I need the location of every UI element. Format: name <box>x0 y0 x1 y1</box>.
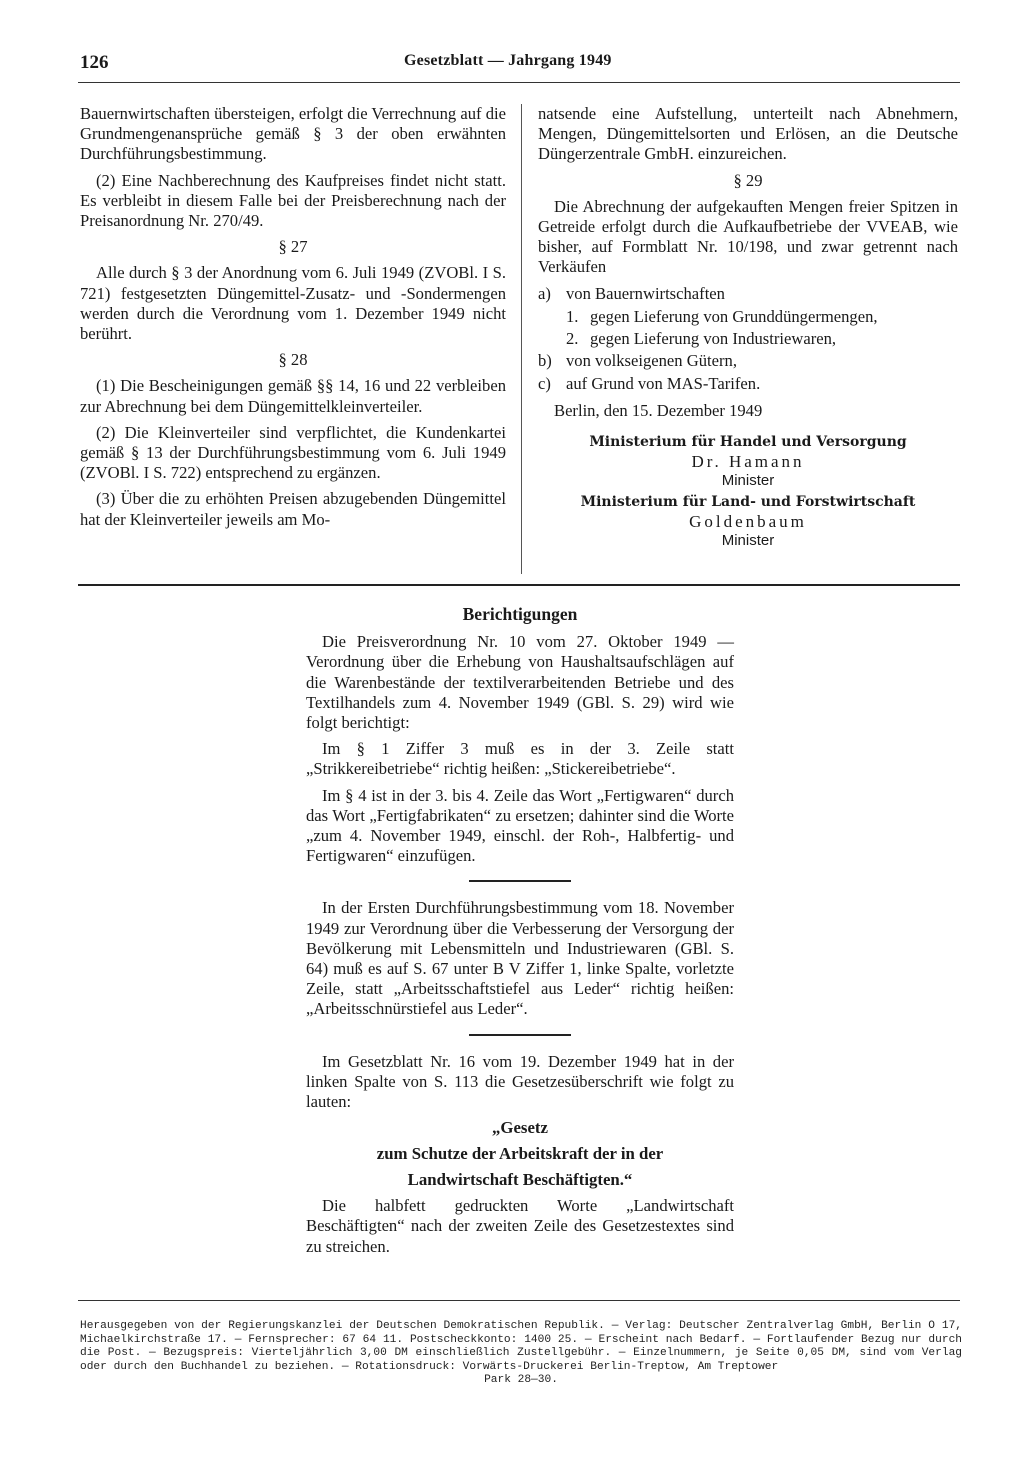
separator-rule <box>469 880 571 882</box>
paragraph: natsende eine Aufstellung, unterteilt nach Abnehmern, Mengen, Düngemittelsorten und Erlösen, an die Deutsche Düngerzentrale GmbH. einzureichen. <box>538 104 958 164</box>
left-column <box>80 104 506 536</box>
paragraph: Im § 4 ist in der 3. bis 4. Zeile das Wort „Fertigwaren“ durch das Wort „Fertigfabrikaten“ zu ersetzen; dahinter sind die Worte „zum 4. November 1949, einschl. der Roh-, Halbfertig- und Fertigwaren“ einzufügen. <box>306 785 734 866</box>
list-item <box>538 374 958 394</box>
law-title: Landwirtschaft Beschäftigten.“ <box>407 1170 633 1190</box>
section-heading-27: § 27 <box>278 237 308 257</box>
paragraph: Im Gesetzblatt Nr. 16 vom 19. Dezember 1949 hat in der linken Spalte von S. 113 die Gesetzesüberschrift wie folgt zu lauten: <box>306 1051 734 1112</box>
law-title: „Gesetz <box>492 1118 548 1138</box>
sub-list-item <box>538 329 958 349</box>
page-number: 126 <box>80 52 109 73</box>
signature-block <box>538 433 958 549</box>
imprint <box>80 1320 962 1388</box>
separator-rule <box>469 1034 571 1036</box>
paragraph: Im § 1 Ziffer 3 muß es in der 3. Zeile statt „Strikkereibetriebe“ richtig heißen: „Stickereibetriebe“. <box>306 739 734 779</box>
section-heading-29: § 29 <box>733 170 763 190</box>
footer-rule <box>78 1300 960 1301</box>
column-divider <box>521 104 522 574</box>
signer-name: Goldenbaum <box>689 511 807 531</box>
law-title: zum Schutze der Arbeitskraft der in der <box>376 1144 664 1164</box>
paragraph: In der Ersten Durchführungsbestimmung vom 18. November 1949 zur Verordnung über die Verbesserung der Versorgung der Bevölkerung mit Lebensmitteln und Industriewaren (GBl. S. 64) muß es auf S. 67 unter B V Ziffer 1, linke Spalte, vorletzte Zeile, statt „Arbeitsschaftstiefel aus Leder“ richtig heißen: „Arbeitsschnürstiefel aus Leder“. <box>306 898 734 1019</box>
paragraph: (2) Die Kleinverteiler sind verpflichtet, die Kundenkartei gemäß § 13 der Durchführungsbestimmung vom 6. Juli 1949 (ZVOBl. I S. 722) entsprechend zu ergänzen. <box>80 422 506 483</box>
date-line: Berlin, den 15. Dezember 1949 <box>554 400 763 420</box>
paragraph: Die halbfett gedruckten Worte „Landwirtschaft Beschäftigten“ nach der zweiten Zeile des Gesetzestextes sind zu streichen. <box>306 1196 734 1256</box>
paragraph: Die Preisverordnung Nr. 10 vom 27. Oktober 1949 — Verordnung über die Erhebung von Haushaltsaufschlägen auf die Warenbestände der textilverarbeitenden Betriebe und des Textilhandels zum 4. November 1949 (GBl. S. 29) wird wie folgt berichtigt: <box>306 632 734 733</box>
list-text: auf Grund von MAS-Tarifen. <box>566 374 761 394</box>
sub-list-text: gegen Lieferung von Industriewaren, <box>590 329 837 349</box>
right-column <box>538 104 958 553</box>
paragraph: Bauernwirtschaften übersteigen, erfolgt die Verrechnung auf die Grundmengenansprüche gemäß § 3 der oben erwähnten Durchführungsbestimmung. <box>80 104 506 164</box>
list-item <box>538 284 958 304</box>
sub-list-marker: 1. <box>566 306 579 326</box>
list-item <box>538 351 958 371</box>
list-marker: a) <box>538 283 551 303</box>
list-text: von Bauernwirtschaften <box>566 283 725 303</box>
ministry-name: Ministerium für Land- und Forstwirtschaft <box>580 493 916 510</box>
paragraph: (1) Die Bescheinigungen gemäß §§ 14, 16 und 22 verbleiben zur Abrechnung bei dem Düngemittelkleinverteiler. <box>80 376 506 416</box>
section-heading-28: § 28 <box>278 350 308 370</box>
imprint-text: Herausgegeben von der Regierungskanzlei der Deutschen Demokratischen Republik. — Verlag: Deutscher Zentralverlag GmbH, Berlin O 17, Michaelkirchstraße 17. — Fernsprecher: 67 64 11. Postscheckkonto: 1400 25. — Erscheint nach Bedarf. — Fortlaufender Bezug nur durch die Post. — Bezugspreis: Vierteljährlich 3,00 DM einschließlich Zustellgebühr. — Einzelnummern, je Seite 0,05 DM, sind vom Verlag oder durch den Buchhandel zu beziehen. — Rotationsdruck: Vorwärts-Druckerei Berlin-Treptow, Am Treptower <box>80 1320 962 1373</box>
paragraph: (3) Über die zu erhöhten Preisen abzugebenden Düngemittel hat der Kleinverteiler jeweils am Mo- <box>80 489 506 529</box>
sub-list-text: gegen Lieferung von Grunddüngermengen, <box>590 306 878 326</box>
section-rule <box>78 584 960 586</box>
paragraph: Die Abrechnung der aufgekauften Mengen freier Spitzen in Getreide erfolgt durch die Aufkaufbetriebe der VVEAB, wie bisher, auf Formblatt Nr. 10/198, und zwar getrennt nach Verkäufen <box>538 196 958 277</box>
header-rule <box>78 82 960 83</box>
list-text: von volkseigenen Gütern, <box>566 351 737 371</box>
running-title: Gesetzblatt — Jahrgang 1949 <box>404 52 612 69</box>
paragraph: Alle durch § 3 der Anordnung vom 6. Juli 1949 (ZVOBl. I S. 721) festgesetzten Düngemittel-Zusatz- und -Sondermengen werden durch die Verordnung vom 1. Dezember 1949 nicht berührt. <box>80 263 506 344</box>
signer-role: Minister <box>721 531 775 549</box>
sub-list-marker: 2. <box>566 329 579 349</box>
list-marker: b) <box>538 351 552 371</box>
sub-list-item <box>538 307 958 327</box>
signer-name: Dr. Hamann <box>691 451 805 471</box>
paragraph: (2) Eine Nachberechnung des Kaufpreises findet nicht statt. Es verbleibt in diesem Falle bei der Preisberechnung nach der Preisanordnung Nr. 270/49. <box>80 170 506 231</box>
signer-role: Minister <box>721 471 775 489</box>
imprint-end: Park 28—30. <box>484 1374 558 1387</box>
ministry-name: Ministerium für Handel und Versorgung <box>589 433 907 450</box>
corrections-heading: Berichtigungen <box>462 604 578 624</box>
corrections-section <box>306 604 734 1263</box>
list-marker: c) <box>538 374 551 394</box>
